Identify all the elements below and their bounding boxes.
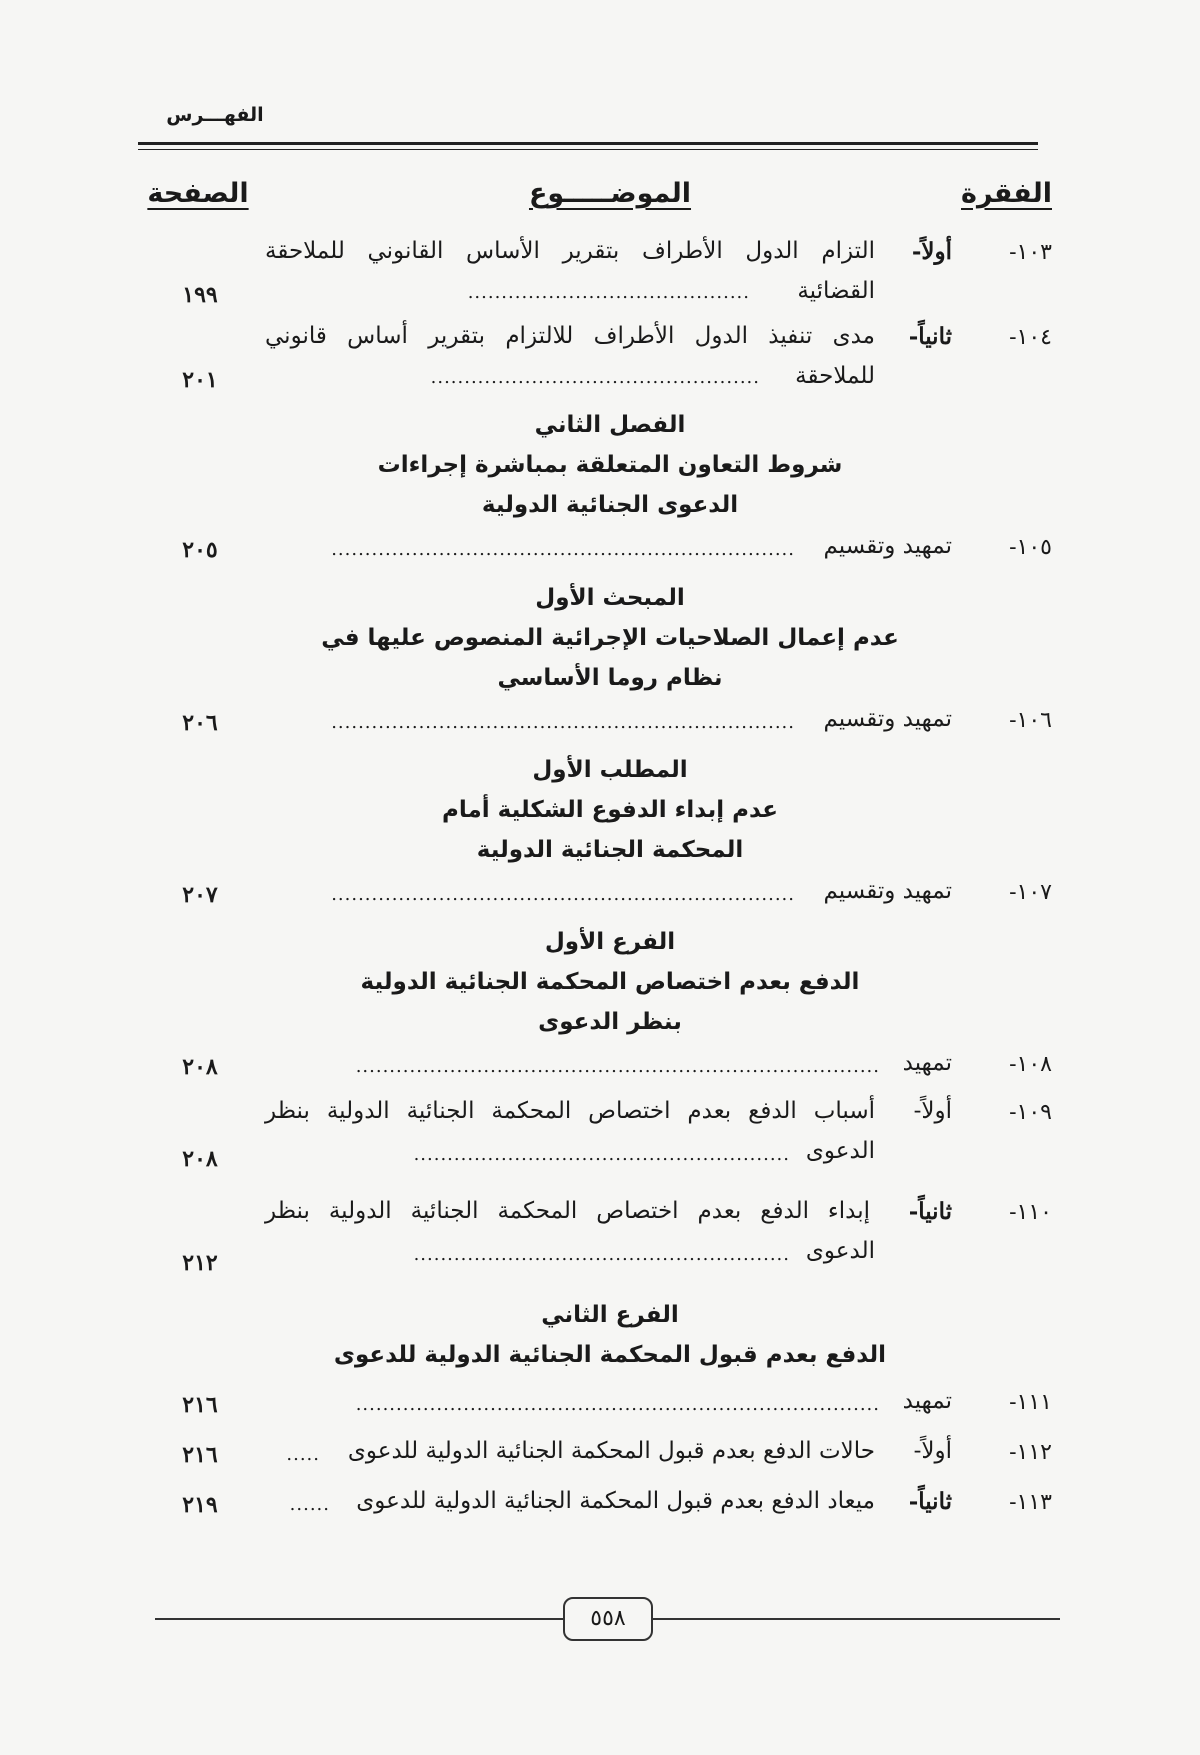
toc-entry <box>0 1198 1200 1276</box>
toc-entry <box>0 878 1200 908</box>
toc-entry <box>0 1488 1200 1518</box>
entry-label: ثانياً- <box>908 323 952 350</box>
entry-label: أولاً- <box>913 1438 952 1464</box>
leader-dots: ...... <box>289 1494 330 1515</box>
column-head-subject: الموضـــــوع <box>528 178 692 209</box>
heading-line: المبحث الأول <box>535 585 685 611</box>
leader-dots: ..................................................................... <box>331 539 795 560</box>
paragraph-number: ١٠٨- <box>1009 1052 1052 1077</box>
page-number: ٢٠٦ <box>182 710 218 736</box>
toc-entry <box>0 1050 1200 1080</box>
page-number-box: ٥٥٨ <box>563 1597 653 1641</box>
entry-title: مدى تنفيذ الدول الأطراف للالتزام بتقرير أساس قانوني <box>265 323 875 349</box>
heading-line: الدعوى الجنائية الدولية <box>481 492 739 518</box>
paragraph-number: ١١٢- <box>1009 1440 1052 1465</box>
chapter-heading <box>250 405 970 525</box>
footer-rule-right <box>648 1618 1060 1620</box>
leader-dots: ..... <box>286 1444 320 1465</box>
leader-dots: ................................................. <box>430 367 760 388</box>
heading-line: الفرع الأول <box>544 929 676 955</box>
heading-line: الدفع بعدم قبول المحكمة الجنائية الدولية للدعوى <box>333 1342 887 1368</box>
heading-line: المطلب الأول <box>532 757 688 783</box>
leader-dots: ..................................................................... <box>331 884 795 905</box>
heading-line: عدم إعمال الصلاحيات الإجرائية المنصوص عليها في <box>321 625 899 651</box>
leader-dots: ........................................................ <box>413 1244 790 1265</box>
paragraph-number: ١١٣- <box>1009 1490 1052 1515</box>
page-number: ١٩٩ <box>182 282 218 308</box>
paragraph-number: ١٠٩- <box>1009 1100 1052 1125</box>
toc-entry <box>0 1388 1200 1418</box>
toc-entry <box>0 706 1200 736</box>
page-number: ٢١٦ <box>182 1392 218 1418</box>
heading-line: بنظر الدعوى <box>538 1009 682 1035</box>
paragraph-number: ١٠٥- <box>1009 535 1052 560</box>
paragraph-number: ١١٠- <box>1009 1200 1052 1225</box>
toc-entry <box>0 238 1200 308</box>
column-head-paragraph: الفقرة <box>961 178 1052 209</box>
entry-title: ميعاد الدفع بعدم قبول المحكمة الجنائية الدولية للدعوى <box>356 1488 875 1514</box>
entry-title: إبداء الدفع بعدم اختصاص المحكمة الجنائية الدولية بنظر <box>265 1198 870 1224</box>
entry-title: حالات الدفع بعدم قبول المحكمة الجنائية الدولية للدعوى <box>347 1438 875 1464</box>
leader-dots: .............................................................................. <box>355 1056 880 1077</box>
subsection-heading <box>250 750 970 870</box>
leader-dots: ..................................................................... <box>331 712 795 733</box>
running-head: الفهـــرس <box>166 104 264 126</box>
entry-title: أسباب الدفع بعدم اختصاص المحكمة الجنائية الدولية بنظر <box>265 1098 875 1124</box>
page-number: ٢٠٨ <box>182 1146 218 1172</box>
toc-entry <box>0 323 1200 393</box>
page-number: ٢٠٥ <box>182 537 218 563</box>
page-number: ٢١٢ <box>182 1250 218 1276</box>
entry-title: تمهيد وتقسيم <box>823 706 952 732</box>
entry-title-continued: الدعوى <box>805 1138 875 1164</box>
entry-title: تمهيد <box>902 1388 952 1414</box>
page-number: ٢٠٧ <box>182 882 218 908</box>
entry-title: تمهيد وتقسيم <box>823 878 952 904</box>
heading-line: عدم إبداء الدفوع الشكلية أمام <box>442 797 778 823</box>
page-number: ٢٠١ <box>182 367 218 393</box>
heading-line: الفصل الثاني <box>534 412 686 438</box>
entry-label: ثانياً- <box>908 1198 952 1225</box>
entry-label: ثانياً- <box>908 1488 952 1515</box>
leader-dots: .............................................................................. <box>355 1394 880 1415</box>
branch-heading <box>250 922 970 1042</box>
entry-title: تمهيد وتقسيم <box>823 533 952 559</box>
entry-title-continued: للملاحقة <box>795 363 875 389</box>
footer-rule-left <box>155 1618 565 1620</box>
heading-line: شروط التعاون المتعلقة بمباشرة إجراءات <box>377 452 843 478</box>
entry-title: التزام الدول الأطراف بتقرير الأساس القانوني للملاحقة <box>265 238 875 264</box>
heading-line: نظام روما الأساسي <box>497 665 723 691</box>
entry-label: أولاً- <box>913 1098 952 1124</box>
header-rule-thin <box>138 149 1038 150</box>
column-head-page: الصفحة <box>147 178 249 209</box>
entry-title-continued: القضائية <box>797 278 875 304</box>
heading-line: الفرع الثاني <box>541 1302 679 1328</box>
section-heading <box>250 578 970 698</box>
page-number: ٢١٦ <box>182 1442 218 1468</box>
entry-label: أولاً- <box>911 238 952 265</box>
page-number: ٢١٩ <box>182 1492 218 1518</box>
heading-line: المحكمة الجنائية الدولية <box>476 837 744 863</box>
page-number: ٢٠٨ <box>182 1054 218 1080</box>
paragraph-number: ١١١- <box>1009 1390 1052 1415</box>
paragraph-number: ١٠٤- <box>1009 325 1052 350</box>
toc-entry <box>0 1098 1200 1172</box>
toc-entry <box>0 533 1200 563</box>
toc-entry <box>0 1438 1200 1468</box>
paragraph-number: ١٠٣- <box>1009 240 1052 265</box>
heading-line: الدفع بعدم اختصاص المحكمة الجنائية الدولية <box>360 969 860 995</box>
paragraph-number: ١٠٦- <box>1009 708 1052 733</box>
entry-title: تمهيد <box>902 1050 952 1076</box>
branch-heading <box>250 1295 970 1375</box>
leader-dots: ........................................................ <box>413 1144 790 1165</box>
leader-dots: .......................................... <box>467 282 750 303</box>
paragraph-number: ١٠٧- <box>1009 880 1052 905</box>
header-rule-thick <box>138 142 1038 145</box>
entry-title-continued: الدعوى <box>805 1238 875 1264</box>
